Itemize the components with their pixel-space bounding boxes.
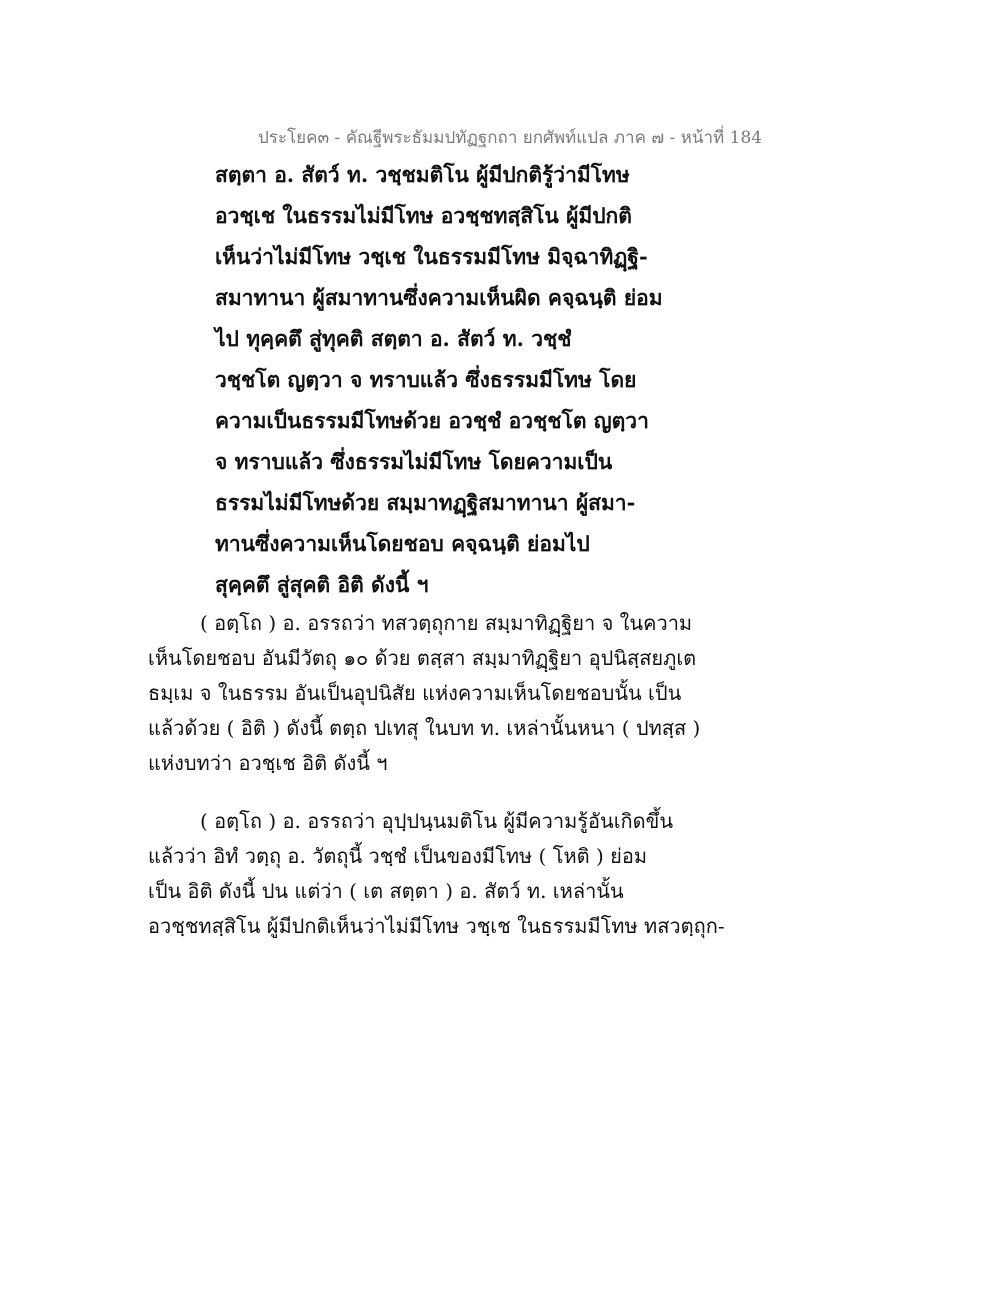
verse-block [215,160,815,611]
running-head: ประโยค๓ - คัณฐีพระธัมมปทัฏฐกถา ยกศัพท์แปล ภาค ๗ - หน้าที่ 184 [258,128,763,148]
verse-line: ความเป็นธรรมมีโทษด้วย อวชฺชํ อวชฺชโต ญตฺวา [215,408,649,433]
verse-line: จ ทราบแล้ว ซึ่งธรรมไม่มีโทษ โดยความเป็น [215,449,613,474]
paragraph-line: ( อตฺโถ ) อ. อรรถว่า อุปฺปนฺนมติโน ผู้มีความรู้อันเกิดขึ้น [200,809,673,833]
verse-line: ทานซึ่งความเห็นโดยชอบ คจฺฉนฺติ ย่อมไป [215,531,590,556]
paragraph-line: ธมฺเม จ ในธรรม อันเป็นอุปนิสัย แห่งความเห็นโดยชอบนั้น เป็น [148,681,682,705]
commentary-paragraph-2 [148,806,748,946]
paragraph-line: แล้วด้วย ( อิติ ) ดังนี้ ตตฺถ ปเทสุ ในบท ท. เหล่านั้นหนา ( ปทสฺส ) [148,716,701,740]
paragraph-line: เป็น อิติ ดังนี้ ปน แต่ว่า ( เต สตฺตา ) อ. สัตว์ ท. เหล่านั้น [148,879,624,903]
verse-line: วชฺชโต ญตฺวา จ ทราบแล้ว ซึ่งธรรมมีโทษ โดย [215,367,637,392]
verse-line: สตฺตา อ. สัตว์ ท. วชฺชมติโน ผู้มีปกติรู้ว่ามีโทษ [215,162,630,187]
verse-line: ไป ทุคฺคตึ สู่ทุคติ สตฺตา อ. สัตว์ ท. วชฺชํ [215,326,572,351]
paragraph-line: อวชฺชทสฺสิโน ผู้มีปกติเห็นว่าไม่มีโทษ วชฺเช ในธรรมมีโทษ ทสวตฺถุก- [148,914,725,938]
verse-line: สมาทานา ผู้สมาทานซึ่งความเห็นผิด คจฺฉนฺติ ย่อม [215,285,663,310]
commentary-paragraph-1 [148,608,748,783]
verse-line: อวชฺเช ในธรรมไม่มีโทษ อวชฺชทสฺสิโน ผู้มีปกติ [215,203,632,228]
paragraph-line: ( อตฺโถ ) อ. อรรถว่า ทสวตฺถุกาย สมฺมาทิฏฺฐิยา จ ในความ [200,611,693,635]
verse-line: สุคฺคตึ สู่สุคติ อิติ ดังนี้ ฯ [215,572,429,597]
paragraph-line: แห่งบทว่า อวชฺเช อิติ ดังนี้ ฯ [148,751,388,775]
paragraph-line: แล้วว่า อิทํ วตฺถุ อ. วัตถุนี้ วชฺชํ เป็นของมีโทษ ( โหติ ) ย่อม [148,844,648,868]
verse-line: เห็นว่าไม่มีโทษ วชฺเช ในธรรมมีโทษ มิจฺฉาทิฏฺฐิ- [215,244,648,269]
paragraph-line: เห็นโดยชอบ อันมีวัตถุ ๑๐ ด้วย ตสฺสา สมฺมาทิฏฺฐิยา อุปนิสฺสยภูเต [148,646,697,670]
verse-line: ธรรมไม่มีโทษด้วย สมฺมาทฏฺฐิสมาทานา ผู้สมา- [215,490,636,515]
